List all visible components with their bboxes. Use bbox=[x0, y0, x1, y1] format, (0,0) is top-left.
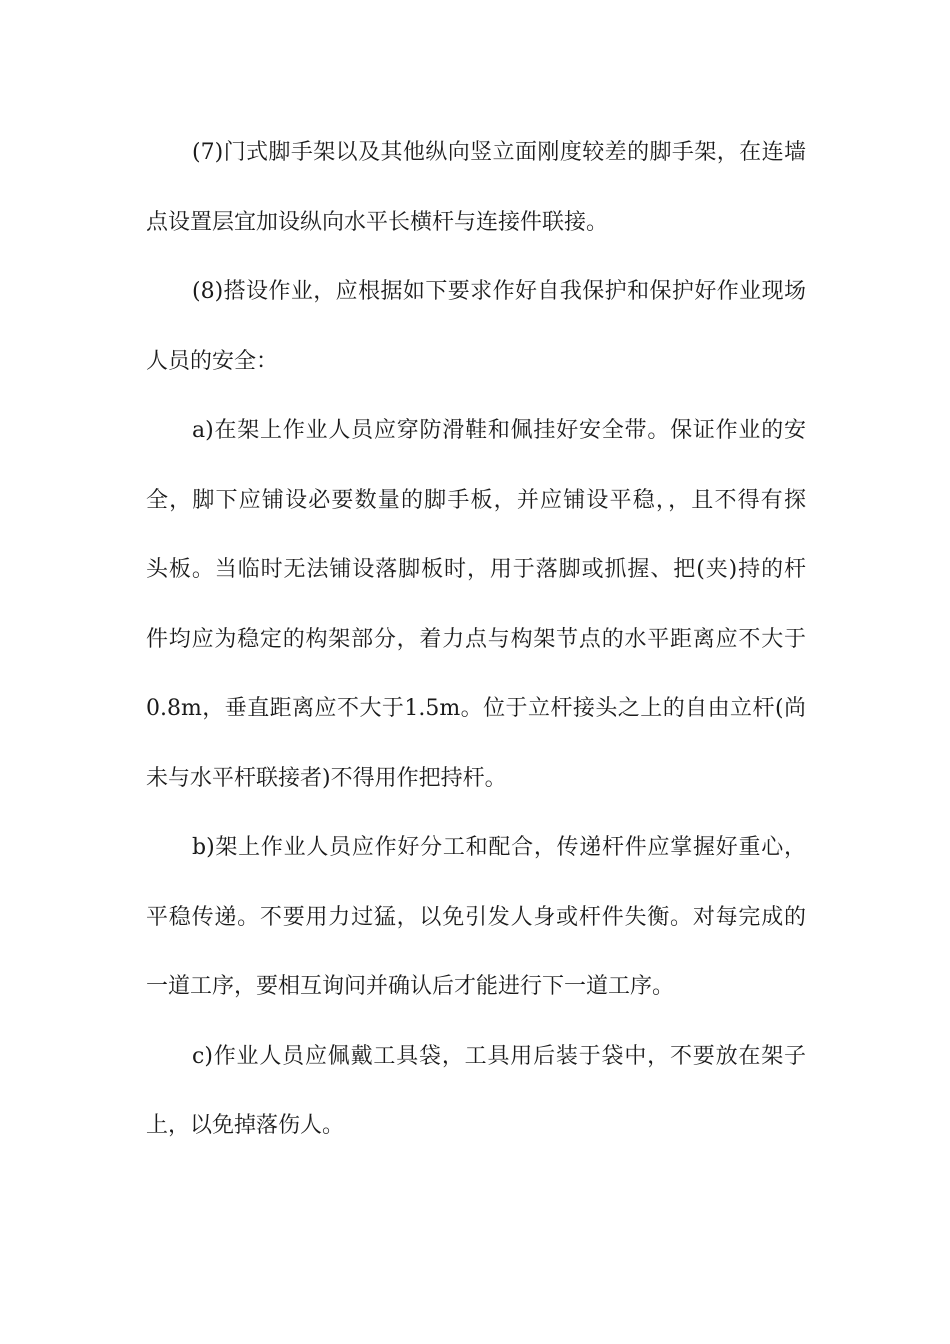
text-line: 上，以免掉落伤人。 bbox=[146, 1113, 345, 1138]
text-line: c)作业人员应佩戴工具袋，工具用后装于袋中，不要放在架子 bbox=[192, 1044, 806, 1069]
text-line: 点设置层宜加设纵向水平长横杆与连接件联接。 bbox=[146, 210, 609, 235]
text-line: 未与水平杆联接者)不得用作把持杆。 bbox=[146, 766, 507, 791]
text-line: 件均应为稳定的构架部分，着力点与构架节点的水平距离应不大于 bbox=[146, 627, 806, 652]
text-line: 一道工序，要相互询问并确认后才能进行下一道工序。 bbox=[146, 974, 675, 999]
text-line: 平稳传递。不要用力过猛，以免引发人身或杆件失衡。对每完成的 bbox=[146, 905, 806, 930]
text-line: 0.8m，垂直距离应不大于1.5m。位于立杆接头之上的自由立杆(尚 bbox=[146, 696, 806, 721]
text-line: a)在架上作业人员应穿防滑鞋和佩挂好安全带。保证作业的安 bbox=[192, 418, 806, 443]
text-line: b)架上作业人员应作好分工和配合，传递杆件应掌握好重心， bbox=[192, 835, 806, 860]
text-line: (8)搭设作业，应根据如下要求作好自我保护和保护好作业现场 bbox=[192, 279, 806, 304]
text-line: 头板。当临时无法铺设落脚板时，用于落脚或抓握、把(夹)持的杆 bbox=[146, 557, 806, 582]
text-line: 全，脚下应铺设必要数量的脚手板，并应铺设平稳，，且不得有探 bbox=[146, 488, 806, 513]
text-line: (7)门式脚手架以及其他纵向竖立面刚度较差的脚手架，在连墙 bbox=[192, 140, 806, 165]
text-line: 人员的安全： bbox=[146, 349, 279, 374]
